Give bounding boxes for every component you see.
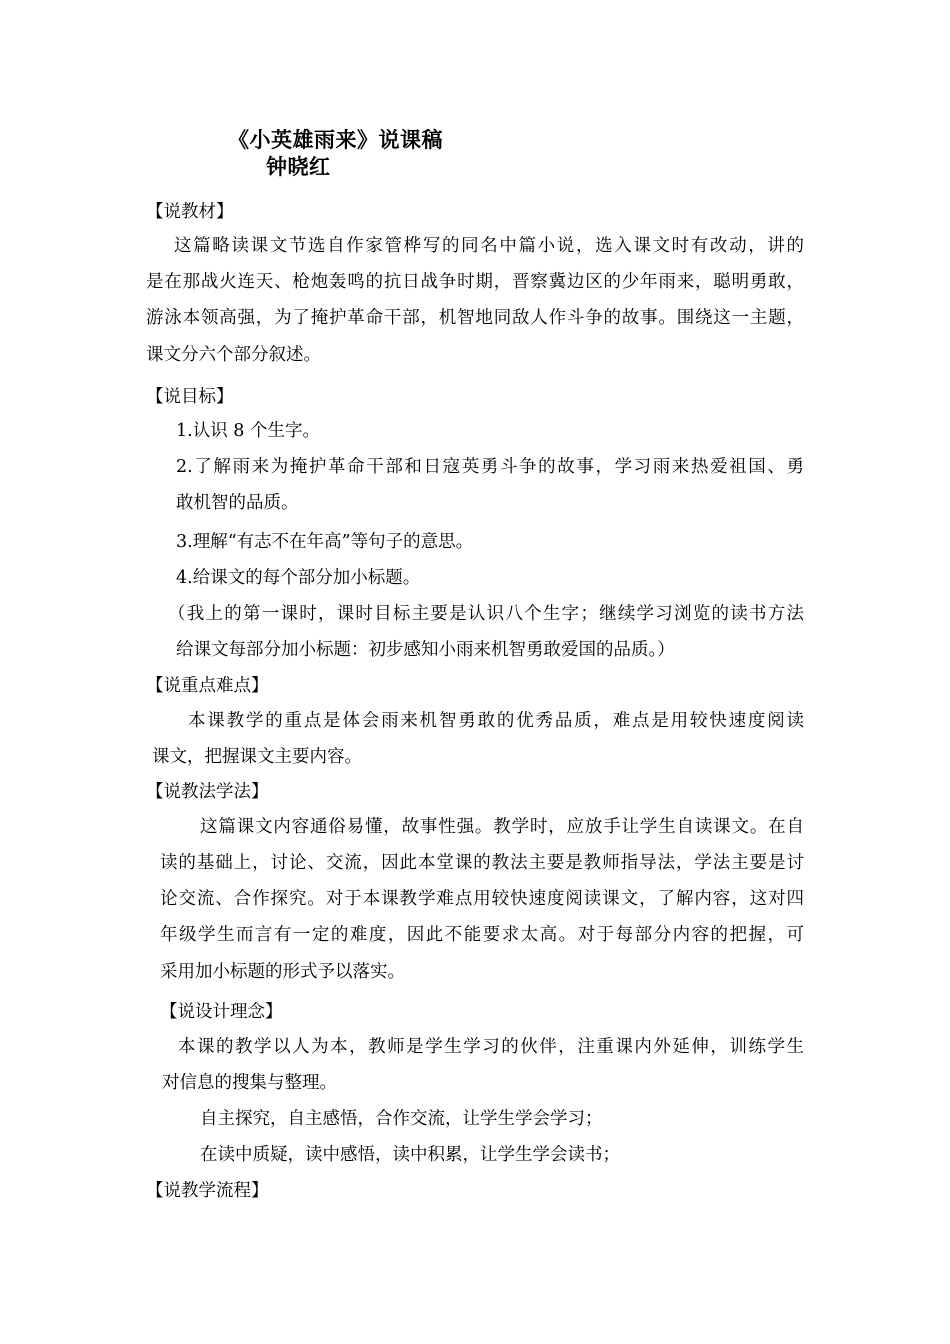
paragraph-line: 这篇课文内容通俗易懂，故事性强。教学时，应放手让学生自读课文。在自 (200, 817, 804, 837)
goal-item: 3.理解“有志不在年高”等句子的意思。 (176, 532, 474, 552)
goal-item-continued: 敢机智的品质。 (176, 493, 299, 513)
paragraph-line: 游泳本领高强，为了掩护革命干部，机智地同敌人作斗争的故事。围绕这一主题， (146, 308, 804, 328)
paragraph-line: 论交流、合作探究。对于本课教学难点用较快速度阅读课文，了解内容，这对四 (160, 889, 804, 909)
paragraph-line: 这篇略读课文节选自作家管桦写的同名中篇小说，选入课文时有改动，讲的 (174, 236, 804, 256)
section-heading-linian: 【说设计理念】 (160, 1002, 283, 1022)
section-heading-jiaocai: 【说教材】 (146, 202, 234, 222)
paragraph-line: 课文分六个部分叙述。 (146, 345, 321, 365)
paragraph-line: 本课的教学以人为本，教师是学生学习的伙伴，注重课内外延伸，训练学生 (178, 1037, 804, 1057)
paragraph-line: 年级学生而言有一定的难度，因此不能要求太高。对于每部分内容的把握，可 (160, 925, 804, 945)
goal-item: 2.了解雨来为掩护革命干部和日寇英勇斗争的故事，学习雨来热爱祖国、勇 (176, 457, 804, 477)
paragraph-line: 是在那战火连天、枪炮轰鸣的抗日战争时期，晋察冀边区的少年雨来，聪明勇敢， (146, 272, 804, 292)
concept-item: 在读中质疑，读中感悟，读中积累，让学生学会读书； (200, 1145, 620, 1165)
section-heading-liucheng: 【说教学流程】 (146, 1181, 269, 1201)
goal-item: 1.认识 8 个生字。 (176, 421, 320, 441)
paragraph-line: 本课教学的重点是体会雨来机智勇敢的优秀品质，难点是用较快速度阅读 (188, 711, 804, 731)
paragraph-line: 读的基础上，讨论、交流，因此本堂课的教法主要是教师指导法，学法主要是讨 (160, 853, 804, 873)
section-heading-mubiao: 【说目标】 (146, 387, 234, 407)
section-heading-jiaofa: 【说教法学法】 (146, 782, 269, 802)
paragraph-line: 采用加小标题的形式予以落实。 (160, 962, 405, 982)
goal-item: 4.给课文的每个部分加小标题。 (176, 568, 421, 588)
concept-item: 自主探究，自主感悟，合作交流，让学生学会学习； (200, 1109, 603, 1129)
paragraph-line: 课文，把握课文主要内容。 (152, 747, 362, 767)
goal-note: （我上的第一课时，课时目标主要是认识八个生字；继续学习浏览的读书方法 (168, 604, 804, 624)
paragraph-line: 对信息的搜集与整理。 (162, 1073, 337, 1093)
goal-note-continued: 给课文每部分加小标题：初步感知小雨来机智勇敢爱国的品质。） (176, 640, 675, 660)
document-author: 钟晓红 (266, 155, 331, 179)
document-title: 《小英雄雨来》说课稿 (228, 128, 443, 152)
section-heading-zhongdian: 【说重点难点】 (146, 676, 269, 696)
